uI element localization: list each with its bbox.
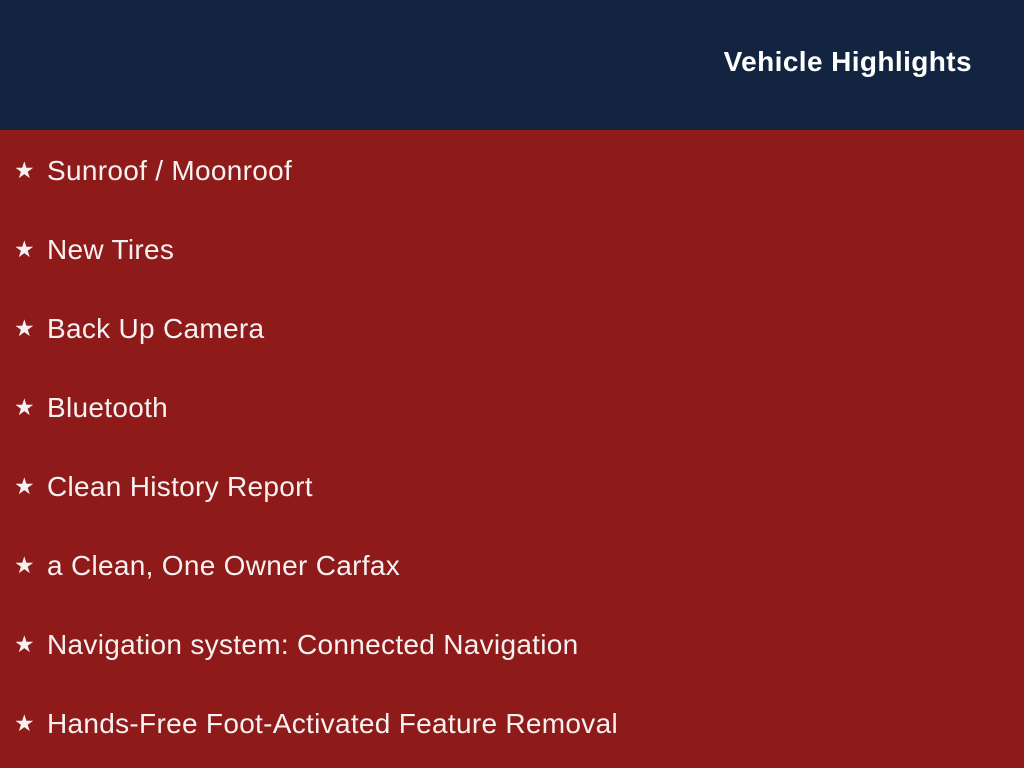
list-item: [14, 447, 1024, 526]
list-item-label: Sunroof / Moonroof: [47, 154, 293, 186]
list-item: [14, 131, 1024, 210]
list-item: [14, 210, 1024, 289]
highlights-panel: [0, 130, 1024, 768]
star-icon: ★: [14, 394, 35, 420]
list-item: [14, 289, 1024, 368]
star-icon: ★: [14, 473, 35, 499]
star-icon: ★: [14, 315, 35, 341]
star-icon: ★: [14, 236, 35, 262]
page-title: Vehicle Highlights: [723, 46, 972, 77]
star-icon: ★: [14, 710, 35, 736]
list-item-label: a Clean, One Owner Carfax: [47, 549, 400, 581]
header: [0, 0, 1024, 130]
list-item-label: Hands-Free Foot-Activated Feature Removal: [47, 707, 618, 739]
list-item-label: New Tires: [47, 233, 175, 265]
list-item-label: Navigation system: Connected Navigation: [47, 628, 579, 660]
list-item-label: Bluetooth: [47, 391, 169, 423]
star-icon: ★: [14, 157, 35, 183]
list-item-label: Back Up Camera: [47, 312, 265, 344]
star-icon: ★: [14, 631, 35, 657]
list-item: [14, 368, 1024, 447]
list-item: [14, 526, 1024, 605]
list-item: [14, 684, 1024, 763]
list-item: [14, 605, 1024, 684]
list-item-label: Clean History Report: [47, 470, 313, 502]
star-icon: ★: [14, 552, 35, 578]
